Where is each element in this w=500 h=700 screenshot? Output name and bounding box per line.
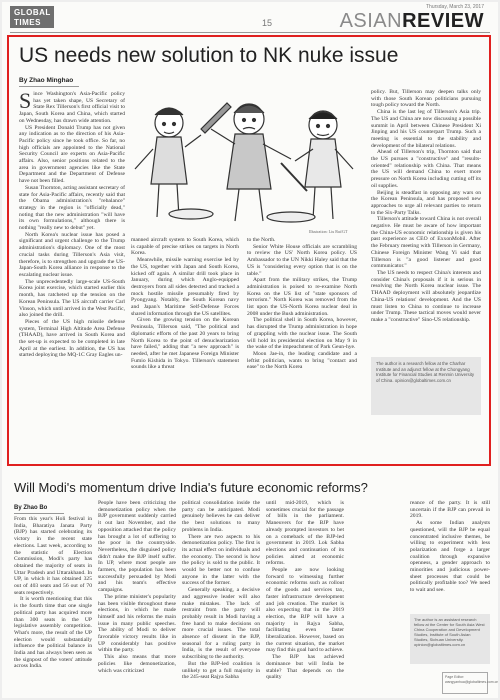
paragraph: manned aircraft system to South Korea, which is capable of precise strikes on targets in North Korea. bbox=[131, 237, 239, 257]
section-title-bold: REVIEW bbox=[402, 10, 484, 32]
story2-column-4b bbox=[348, 500, 404, 696]
author-bio-box-2: The author is an assistant research fellow at the Center for South Asia West China Cooperation and Development Studies, Institute of South Asian Studies, Sichuan University. opinion@globaltimes.com.cn bbox=[410, 614, 490, 664]
paragraph: The political shell in South Korea, however, has disrupted the Trump administration in hope of grappling with the nuclear issue. The South will hold its presidential election on May 9 in the wake of the impeachment of Park Geun-hye. bbox=[247, 317, 357, 351]
paragraph: This also means that more policies like demonetization, which was criticized bbox=[98, 654, 176, 674]
paragraph: US President Donald Trump has not given any indication as to the direction of his Asia-Pacific policy since he took office. So far, no high officials are appointed to the National Security Council are experts on Asia-Pacific affairs. Also, senior positions related to the area in government agencies like the State Department and the Department of Defense have not been filled. bbox=[19, 124, 125, 185]
paragraph: There are two aspects to his demonetization policy. The first is its actual effect on individuals and the economy. The second is how the policy is sold to the public. It would be better not to confuse anyone in the latter with the success of the former. bbox=[182, 533, 260, 587]
headline-us-nk[interactable]: US needs new solution to NK nuke issue bbox=[19, 44, 399, 67]
section-title bbox=[340, 10, 484, 33]
story1-column-2 bbox=[131, 237, 239, 463]
global-times-logo: GLOBAL TIMES bbox=[10, 6, 54, 28]
cartoon-illustration bbox=[131, 89, 361, 229]
story1-column-1 bbox=[19, 91, 125, 463]
story2-column-5 bbox=[410, 500, 490, 610]
paragraph: policy. But, Tillerson may deepen talks only with those South Korean politicians pursuing tough policy toward the North. bbox=[371, 89, 481, 109]
paragraph: Tillerson's attitude toward China is not overall negative. He must be aware of how important the China-US economic relationship is given his past experience as CEO of ExxonMobil. After the February meeting with Tillerson in Germany, Chinese Foreign Minister Wang Yi said that Tillerson is "a good listener and good communicator." bbox=[371, 216, 481, 270]
paragraph: China is the last leg of Tillerson's Asia trip. The US and China are now discussing a possible summit in April between Chinese President Xi Jinping and his US counterpart Trump. Such a meeting is essential to the stability and development of the bilateral relations. bbox=[371, 109, 481, 149]
page-number: 15 bbox=[262, 18, 273, 28]
paragraph: Beijing is steadfast in opposing any wars on the Korean Peninsula, and has proposed new approaches to urge all relevant parties to return to the Six-Party Talks. bbox=[371, 189, 481, 216]
byline-divider bbox=[14, 513, 64, 514]
story1-column-3 bbox=[247, 237, 357, 463]
byline-zhao-minghao: By Zhao Minghao bbox=[19, 77, 74, 84]
paragraph: ince Washington's Asia-Pacific policy has yet taken shape, US Secretary of State Rex Tillerson's first official visit to Japan, South Korea and China, which started on Wednesday, has drawn wide attention. bbox=[19, 91, 125, 124]
byline-divider bbox=[19, 86, 79, 87]
paragraph: Meanwhile, missile warning exercise led by the US, together with Japan and South Korea, kicked off again. A similar drill took place in January, during which Anglo-equipped destroyers from all sides detected and tracked a mock hostile missile presumably fired by Pyongyang. Notably, the South Korean navy and Japan's Maritime Self-Defense Forces shared information through the US satellites. bbox=[131, 257, 239, 317]
paragraph: North Korea's nuclear issue has posed a significant and urgent challenge to the Trump administration's diplomacy. One of the most crucial tasks during Tillerson's Asia visit, therefore, is to strengthen and upgrade the US-Japan-South Korea alliance in response to the escalating nuclear issue. bbox=[19, 231, 125, 278]
dropcap-s: S bbox=[19, 91, 32, 113]
paragraph: Apart from the military strikes, the Trump administration is poised to re-examine North Korea on the US list of "state sponsors of terrorism." North Korea was removed from the list upon the US-North Korea nuclear deal in 2008 under the Bush administration. bbox=[247, 277, 357, 317]
story2-column-1 bbox=[14, 516, 92, 696]
paragraph: political consolidation inside the party can be anticipated. Modi genuinely believes he can deliver the best solutions to many problems in India. bbox=[182, 500, 260, 533]
paragraph: The BJP has achieved dominance but will India be stable? That depends on the quality bbox=[266, 654, 344, 681]
paragraph: As some Indian analysts questioned, will the BJP be equal concentrated inclusive themes, be willing to experiment with less polarization and forge a larger coalition through expansive openness, a gender approach to minorities and judicious power-sheet processes that could be politically profitable too? We need to wait and see. bbox=[410, 520, 490, 594]
paragraph: The US needs to respect China's interests and consider China's proposals if it is serious in resolving the North Korea nuclear issue. The THAAD deployment will absolutely jeopardize China-US relations' development. And the US must listen to China to continue to increase under Trump. These tactical moves would never make a "constructive" Sino-US relationship. bbox=[371, 269, 481, 323]
author-bio-box: The author is a research fellow at the Charhar Institute and an adjunct fellow at the Chongyang Institute for Financial Studies at Renmin University of China. opinion@globaltimes.com.cn bbox=[371, 357, 481, 415]
date-line: Thursday, March 23, 2017 bbox=[426, 4, 484, 10]
story2-column-2 bbox=[98, 500, 176, 696]
paragraph: Generally speaking, a decisive and aggressive leader will also make mistakes. The lack of restraint from the party will probably result in Modi having a free hand to make decisions on more crucial issues. The total absence of dissent in the BJP, seasonal for a ruling party in India, is the result of everyone subscribing to the authority. bbox=[182, 587, 260, 661]
masthead-divider bbox=[10, 32, 490, 33]
story2-column-4 bbox=[266, 500, 344, 696]
paragraph: until mid-2019, which is sometimes crucial for the passage of bills in the parliament. Maneuvers for the BJP have already prompted investors to bet on a comeback of the BJP-led government in 2019. Lok Sabha elections and continuation of its policies aimed at economic reforms. bbox=[266, 500, 344, 567]
paragraph: It is worth mentioning that this is the fourth time that one single political party has acquired more than 300 seats in the UP legislative assembly competition. What's more, the result of the UP election would substantially influence the political balance in India and has always been seen as the signpost of the voters' attitude across India. bbox=[14, 596, 92, 670]
story-us-nk-frame bbox=[7, 35, 491, 466]
byline-zhao-bo: By Zhao Bo bbox=[14, 505, 48, 511]
paragraph: People have been criticizing the demonetization policy when the BJP government suddenly carried it out last November, and the opposition attacked that the policy has brought a lot of suffering to the poor in the countryside. Nevertheless, the disguised policy didn't make the BJP itself suffer. In UP, where most people are farmers, the population has been successfully persuaded by Modi and his team's effective campaigns. bbox=[98, 500, 176, 594]
paragraph: reance of the party. It is still uncertain if the BJP can prevail in 2019. bbox=[410, 500, 490, 520]
story1-column-4 bbox=[371, 89, 481, 351]
paragraph: Pieces of the US high missile defense system, Terminal High Altitude Area Defense (THAAD), have arrived in South Korea and the set-up is expected to be completed in late April at the earliest. In addition, the US has started deploying the MQ-1C Gray Eagles un- bbox=[19, 318, 125, 359]
paragraph: People are now looking forward to witnessing further economic reforms such as rollout of the goods and services tax, faster infrastructure development and job creation. The market is also expecting that in the 2019 election, the BJP will have a majority in Rajya Sabha, facilitating even faster liberalization. However, based on the current situation, the market may find this goal hard to achieve. bbox=[266, 567, 344, 654]
newspaper-page bbox=[2, 2, 498, 698]
paragraph: to the North. bbox=[247, 237, 276, 243]
paragraph: From this year's Holi festival in India, Bharatiya Janata Party (BJP) has started celebrating its victory in the recent state elections. Last week, according to the statistic of Election Commission, Modi's party has obtained the majority of seats in Uttar Pradesh and Uttarakhand. In UP, in which it has obtained 325 out of 403 seats and 56 out of 70 seats respectively. bbox=[14, 516, 92, 596]
paragraph: The unprecedentedly large-scale US-South Korea joint exercise, which started earlier this month, has ratcheted up the tension on the Korean Peninsula. The US aircraft carrier Carl Vinson, which until arrived in the West Pacific, also joined the drill. bbox=[19, 278, 125, 319]
paragraph: Given the growing tension on the Korean Peninsula, Tillerson said, "The political and diplomatic efforts of the past 20 years to bring North Korea to the point of denuclearization have failed," adding that "a new approach" is needed, after he met Japanese Foreign Minister Fumio Kishida in Tokyo. Tillerson's statement sounds like a threat bbox=[131, 317, 239, 371]
paragraph: Moon Jae-in, the leading candidate and a leftist politician, wants to bring "contact and ease" to the North Korea bbox=[247, 350, 357, 371]
section-title-light: ASIAN bbox=[339, 10, 403, 32]
story2-column-3 bbox=[182, 500, 260, 696]
paragraph: Ahead of Tillerson's trip, Thornton said that the US pursues a "constructive" and "results-oriented" relationship with China. That means the US will demand China to exert more pressure on North Korea including cutting off its oil supplies. bbox=[371, 149, 481, 189]
paragraph: Senior White House officials are scrambling to review the US' North Korea policy. US Ambassador to the UN Nikki Haley said that the US is "considering every option that is on the table." bbox=[247, 243, 357, 277]
paragraph: But the BJP-led coalition is unlikely to get a full majority in the 245-seat Rajya Sabha bbox=[182, 660, 260, 681]
headline-modi-reforms[interactable]: Will Modi's momentum drive India's future economic reforms? bbox=[14, 480, 368, 495]
page-editor-box: Page Editor: wangyanhua@globaltimes.com.cn bbox=[442, 672, 488, 694]
paragraph: The prime minister's popularity has been visible throughout these elections, in which he made himself and his reforms the main issue in many public speeches. The ability of Modi to deliver favorable victory results like in UP considerably has positive within the party. bbox=[98, 593, 176, 654]
cartoon-credit: Illustration: Liu Rui/GT bbox=[309, 229, 348, 234]
paragraph: Susan Thornton, acting assistant secretary of state for Asia-Pacific affairs, recently said that the Obama administration's "rebalance" strategy in the region is "officially dead," noting that the new administration "will have its own formulations," although there is nothing "really new to debut" yet. bbox=[19, 184, 125, 232]
